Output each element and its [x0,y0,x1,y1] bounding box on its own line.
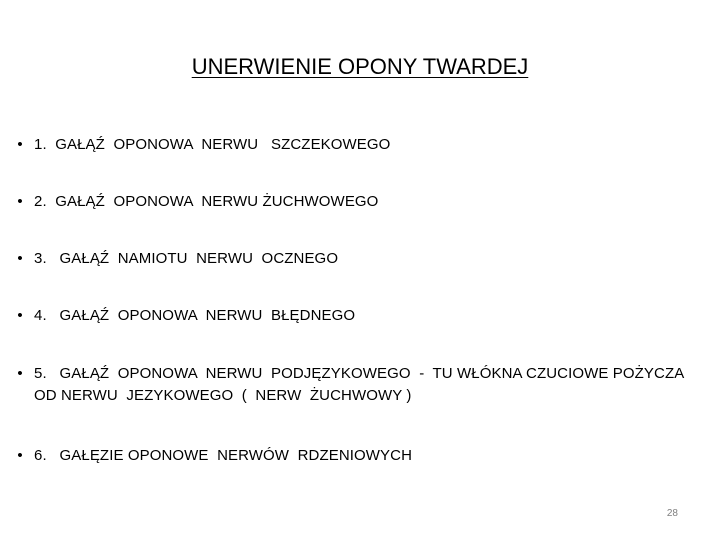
list-item-text: 6. GAŁĘZIE OPONOWE NERWÓW RDZENIOWYCH [34,447,413,464]
list-item [6,445,696,467]
bullet-icon: • [17,136,23,153]
list-item [6,363,696,407]
bullet-icon: • [17,250,23,267]
list-item-text: 4. GAŁĄŹ OPONOWA NERWU BŁĘDNEGO [34,307,356,324]
bullet-icon: • [17,307,23,324]
list-item-text: 5. GAŁĄŹ OPONOWA NERWU PODJĘZYKOWEGO - TU WŁÓKNA CZUCIOWE POŻYCZA OD NERWU JEZYKOWEGO ( NERW ŻUCHWOWY ) [34,365,693,404]
list-item [6,134,696,156]
list-item [6,248,696,270]
bullet-icon: • [17,365,23,382]
list-item-text: 2. GAŁĄŹ OPONOWA NERWU ŻUCHWOWEGO [34,193,379,210]
list-item [6,191,696,213]
list-item-text: 1. GAŁĄŹ OPONOWA NERWU SZCZEKOWEGO [34,136,391,153]
slide-title: UNERWIENIE OPONY TWARDEJ [191,54,529,79]
bullet-icon: • [17,447,23,464]
list-item [6,305,696,327]
list-item-text: 3. GAŁĄŹ NAMIOTU NERWU OCZNEGO [34,250,339,267]
bullet-icon: • [17,193,23,210]
page-number: 28 [666,508,678,519]
